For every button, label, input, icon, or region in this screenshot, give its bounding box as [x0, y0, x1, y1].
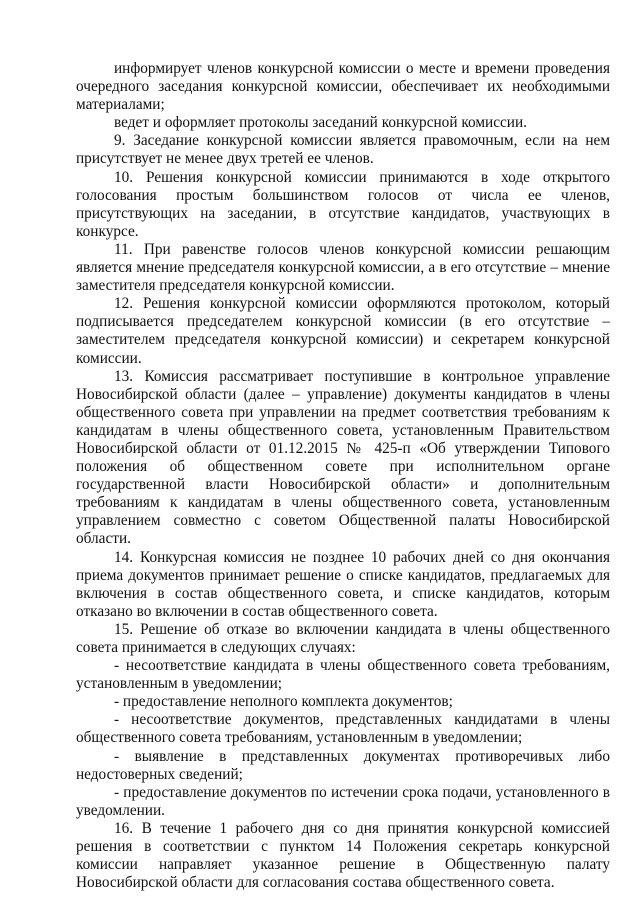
paragraph-item-15: 15. Решение об отказе во включении кандидата в члены общественного совета принимается в следующих случаях:: [76, 620, 610, 656]
paragraph-item-14: 14. Конкурсная комиссия не позднее 10 рабочих дней со дня окончания приема документов принимает решение о списке кандидатов, предлагаемых для включения в состав общественного совета, и списке кандидатов, которым отказано во включении в состав общественного совета.: [76, 548, 610, 620]
paragraph-item-11: 11. При равенстве голосов членов конкурсной комиссии решающим является мнение председателя конкурсной комиссии, а в его отсутствие – мнение заместителя председателя конкурсной комиссии.: [76, 240, 610, 295]
list-item-1: - несоответствие кандидата в члены общественного совета требованиям, установленным в уведомлении;: [76, 657, 610, 693]
paragraph-item-16: 16. В течение 1 рабочего дня со дня принятия конкурсной комиссией решения в соответствии с пунктом 14 Положения секретарь конкурсной комиссии направляет указанное решение в Общественную палату Новосибирской области для согласования состава общественного совета.: [76, 819, 610, 892]
list-item-4: - выявление в представленных документах противоречивых либо недостоверных сведений;: [76, 747, 610, 783]
paragraph-item-9: 9. Заседание конкурсной комиссии является правомочным, если на нем присутствует не менее двух третей ее членов.: [76, 132, 610, 168]
paragraph-item-10: 10. Решения конкурсной комиссии принимаются в ходе открытого голосования простым большинством голосов от числа ее членов, присутствующих на заседании, в отсутствие кандидатов, участвующих в конкурсе.: [76, 168, 610, 240]
list-item-2: - предоставление неполного комплекта документов;: [114, 693, 453, 711]
paragraph-1: информирует членов конкурсной комиссии о месте и времени проведения очередного заседания конкурсной комиссии, обеспечивает их необходимыми материалами;: [76, 60, 610, 114]
document-page: [76, 60, 610, 892]
list-item-3: - несоответствие документов, представленных кандидатами в члены общественного совета требованиям, установленным в уведомлении;: [76, 711, 610, 747]
paragraph-2: ведет и оформляет протоколы заседаний конкурсной комиссии.: [114, 114, 527, 132]
paragraph-item-12: 12. Решения конкурсной комиссии оформляются протоколом, который подписывается председателем конкурсной комиссии (в его отсутствие – заместителем председателя конкурсной комиссии) и секретарем конкурсной комиссии.: [76, 295, 610, 367]
list-item-5: - предоставление документов по истечении срока подачи, установленного в уведомлении.: [76, 783, 610, 819]
paragraph-item-13: 13. Комиссия рассматривает поступившие в контрольное управление Новосибирской области (далее – управление) документы кандидатов в члены общественного совета при управлении на предмет соответствия требованиям к кандидатам в члены общественного совета, установленным Правительством Новосибирской области от 01.12.2015 № 425-п «Об утверждении Типового положения об общественном совете при исполнительном органе государственной власти Новосибирской области» и дополнительным требованиям к кандидатам в члены общественного совета, установленным управлением совместно с советом Общественной палаты Новосибирской области.: [76, 367, 610, 548]
